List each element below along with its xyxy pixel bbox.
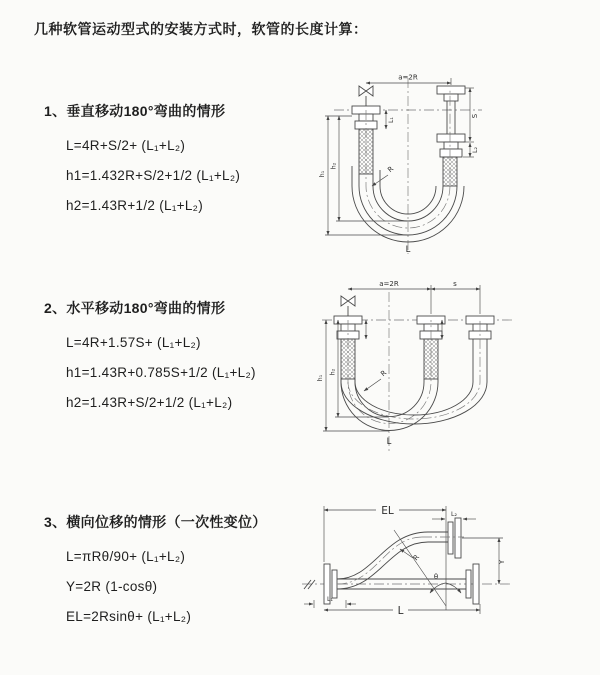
formula-line: L=πRθ/90+ (L₁+L₂) bbox=[66, 549, 186, 564]
section-3-formulas bbox=[44, 542, 314, 632]
section-lateral-displacement bbox=[44, 512, 314, 632]
formula-line: Y=2R (1-cosθ) bbox=[66, 579, 158, 594]
upper-flange bbox=[448, 518, 461, 558]
dim-label-l1: L₁ bbox=[327, 596, 333, 603]
break-mark bbox=[304, 580, 315, 589]
angle-label: θ bbox=[433, 573, 439, 581]
page-title: 几种软管运动型式的安装方式时，软管的长度计算： bbox=[34, 21, 368, 37]
horizontal-bend-diagram bbox=[308, 276, 598, 458]
section-vertical-movement bbox=[44, 101, 314, 221]
dim-label-s: s bbox=[453, 280, 457, 288]
section-1-heading: 1、垂直移动180°弯曲的情形 bbox=[44, 103, 226, 119]
radius-label: R bbox=[411, 553, 422, 563]
dim-label-l2: L₂ bbox=[451, 511, 457, 518]
dim-label-el: EL bbox=[381, 505, 394, 517]
section-1-formulas bbox=[44, 131, 314, 221]
dim-label-l1: L₁ bbox=[388, 117, 395, 123]
dim-label-a2r: a=2R bbox=[398, 73, 418, 82]
dim-label-h1: h₁ bbox=[319, 170, 326, 178]
vertical-bend-diagram bbox=[308, 66, 598, 258]
formula-line: h1=1.43R+0.785S+1/2 (L₁+L₂) bbox=[66, 365, 256, 380]
section-3-heading: 3、横向位移的情形（一次性变位） bbox=[44, 514, 267, 530]
radius-label: R bbox=[379, 368, 389, 379]
length-label: L bbox=[386, 437, 392, 447]
section-2-heading: 2、水平移动180°弯曲的情形 bbox=[44, 300, 226, 316]
u-bend-hose bbox=[341, 320, 487, 431]
section-horizontal-movement bbox=[44, 298, 314, 418]
length-label: L bbox=[397, 605, 404, 617]
dim-label-y: Y bbox=[498, 559, 506, 565]
valve-icon bbox=[341, 296, 355, 316]
formula-line: EL=2Rsinθ+ (L₁+L₂) bbox=[66, 609, 192, 624]
s-curve-hose bbox=[337, 532, 464, 589]
section-2-formulas bbox=[44, 328, 314, 418]
dim-label-l2: L₂ bbox=[472, 147, 479, 153]
right-flange bbox=[437, 86, 465, 157]
formula-line: L=4R+S/2+ (L₁+L₂) bbox=[66, 138, 186, 153]
dim-label-h2: h₂ bbox=[329, 368, 337, 376]
radius-label: R bbox=[386, 164, 396, 175]
valve-icon bbox=[359, 86, 373, 106]
formula-line: h2=1.43R+1/2 (L₁+L₂) bbox=[66, 198, 204, 213]
dim-label-s: S bbox=[471, 113, 479, 119]
lateral-displacement-diagram bbox=[296, 492, 596, 656]
radius-construction-line bbox=[394, 530, 446, 606]
formula-line: h1=1.432R+S/2+1/2 (L₁+L₂) bbox=[66, 168, 241, 183]
dim-label-a2r: a=2R bbox=[379, 280, 399, 288]
length-label: L bbox=[405, 245, 411, 255]
dim-label-h2: h₂ bbox=[330, 162, 338, 170]
dim-label-h1: h₁ bbox=[317, 374, 324, 382]
formula-line: L=4R+1.57S+ (L₁+L₂) bbox=[66, 335, 201, 350]
formula-line: h2=1.43R+S/2+1/2 (L₁+L₂) bbox=[66, 395, 233, 410]
